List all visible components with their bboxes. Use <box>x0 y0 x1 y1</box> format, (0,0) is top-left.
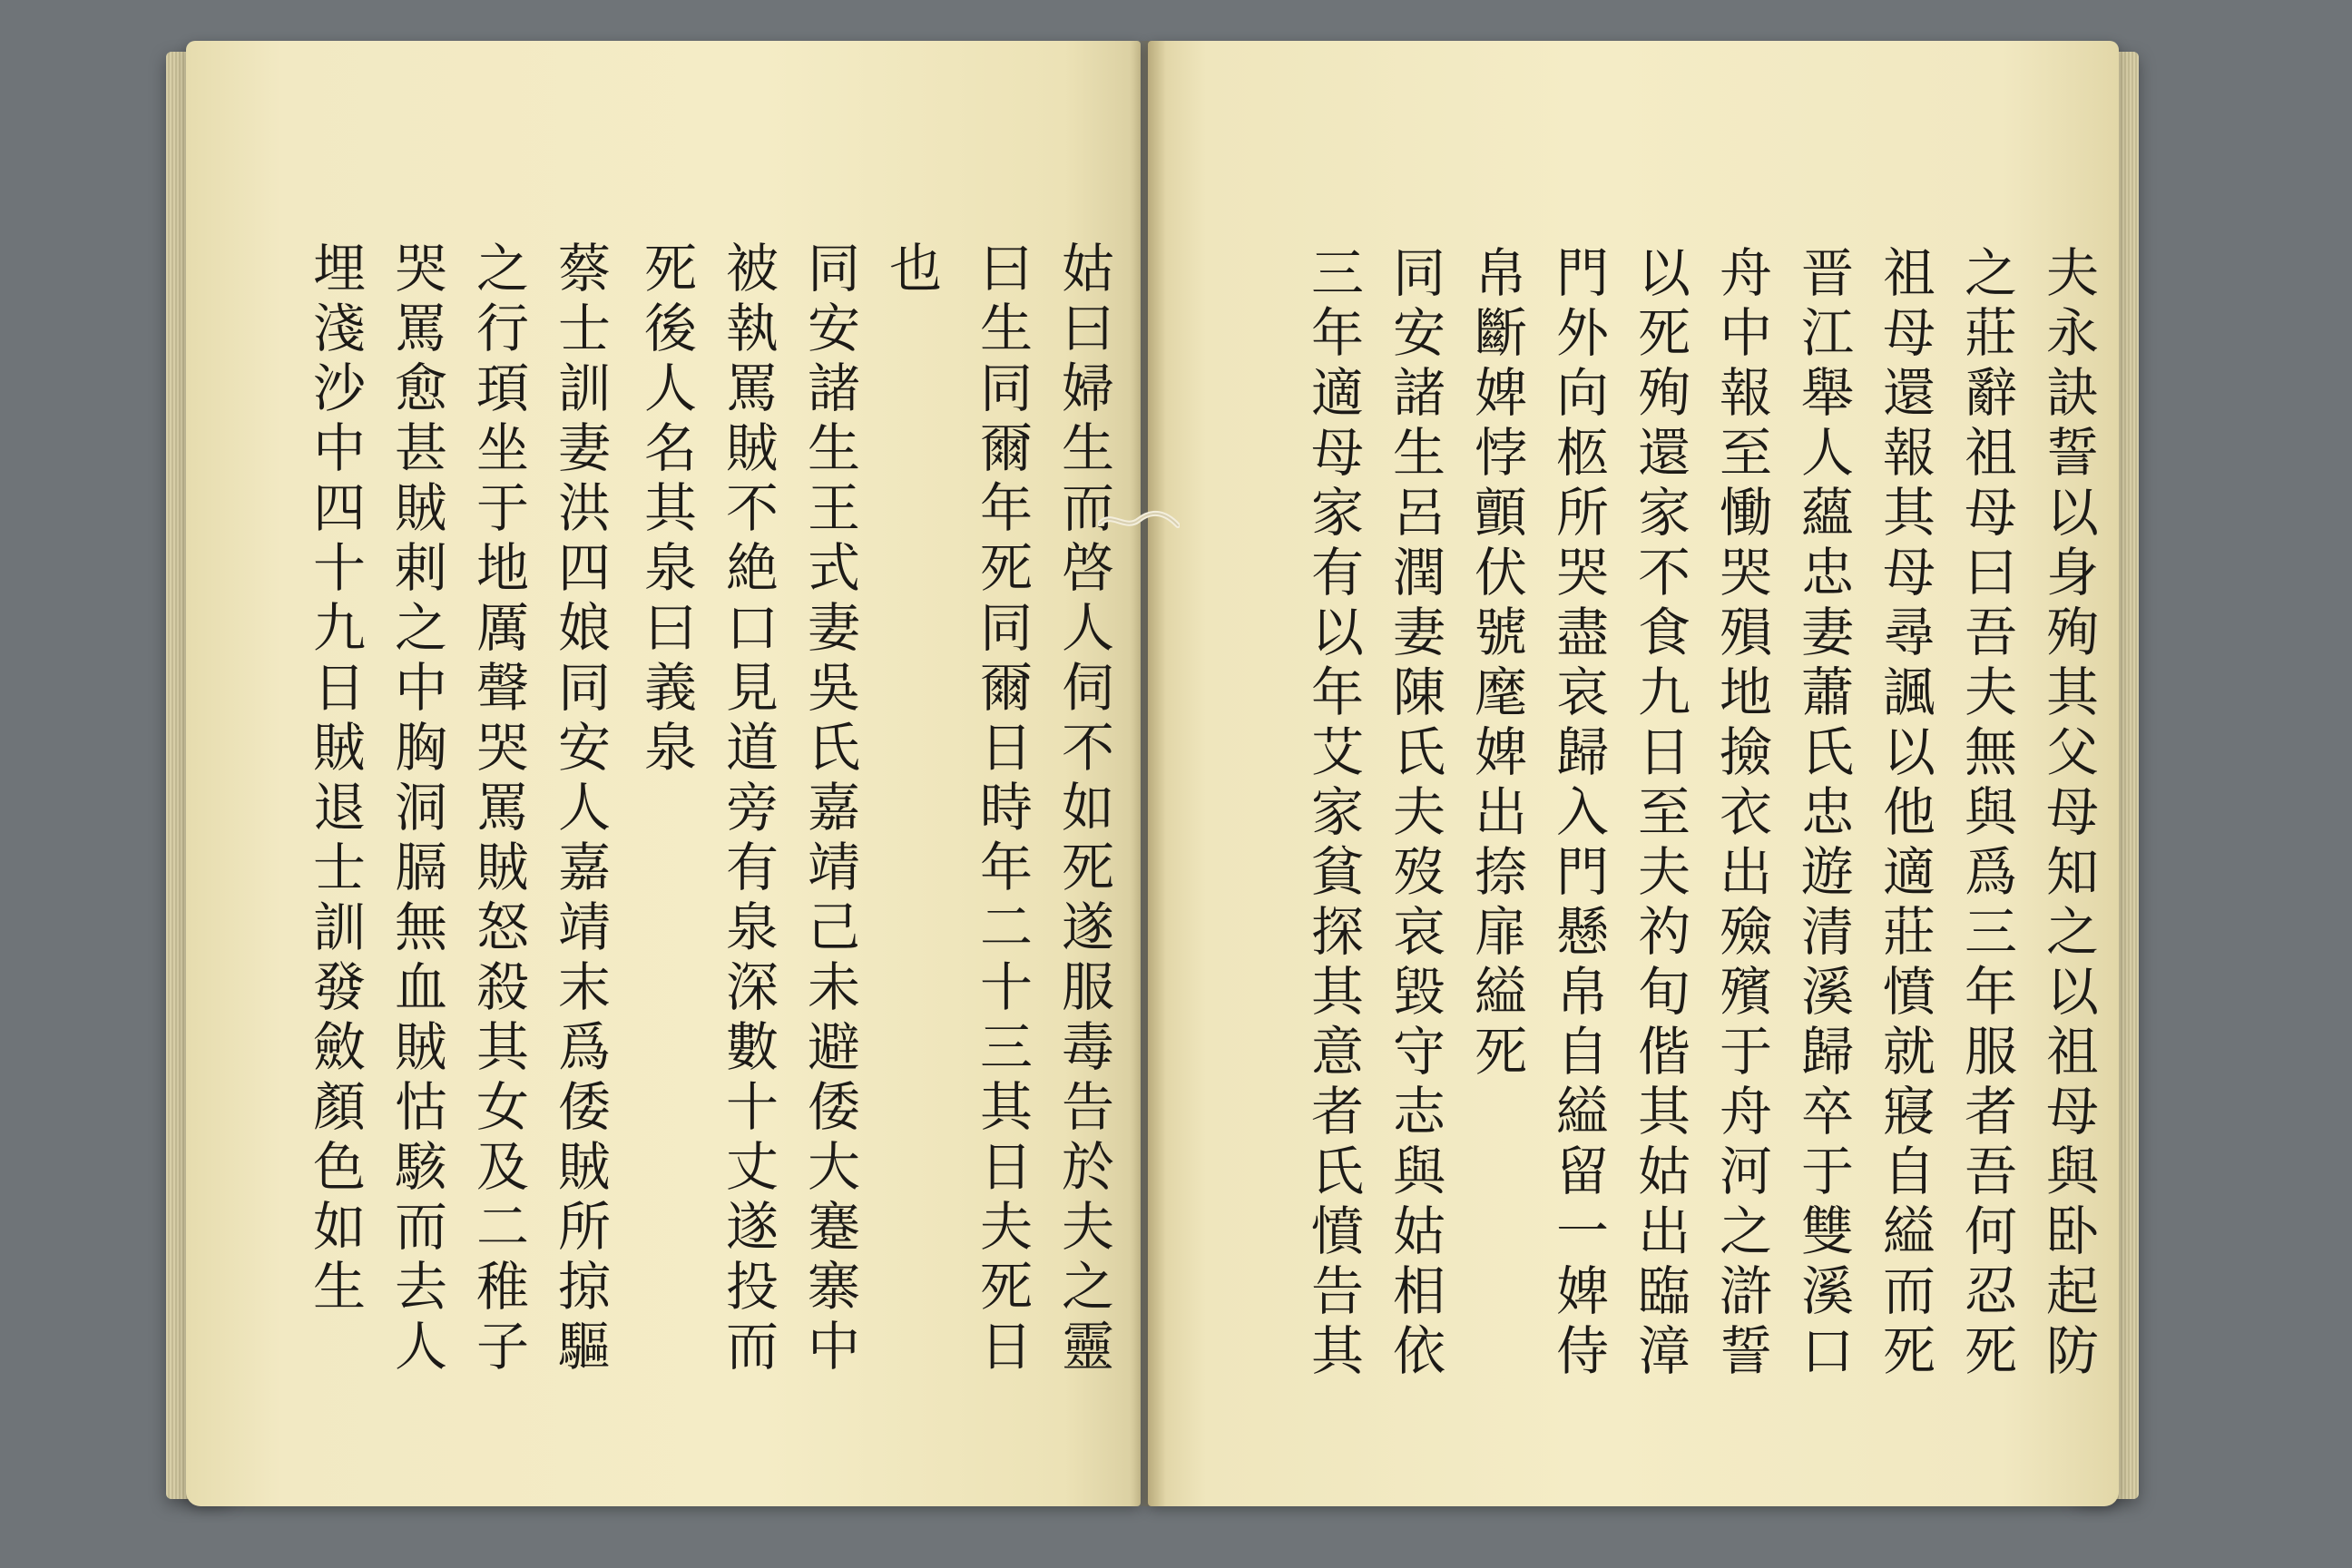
text-column: 三年適母家有以年艾家貧探其意者氏憤告其 <box>1302 245 1364 1383</box>
text-column: 以死殉還家不食九日至夫礿旬偕其姑出臨漳 <box>1629 245 1690 1383</box>
text-column: 晋江舉人蘊忠妻蕭氏忠遊清溪歸卒于雙溪口 <box>1792 245 1854 1383</box>
book-gutter <box>1130 41 1166 1506</box>
open-book <box>177 41 2126 1506</box>
right-page <box>1148 41 2119 1506</box>
text-column: 之莊辭祖母曰吾夫無與爲三年服者吾何忍死 <box>1955 245 2017 1383</box>
text-column: 夫永訣誓以身殉其父母知之以祖母與卧起防 <box>2037 245 2099 1383</box>
text-column: 哭罵愈甚賊剌之中胸洞膈無血賊怙駭而去人 <box>386 240 447 1378</box>
text-column: 姑曰婦生而啓人伺不如死遂服毒告於夫之靈 <box>1053 240 1114 1378</box>
text-column: 埋淺沙中四十九日賊退士訓發斂顏色如生 <box>304 240 366 1318</box>
left-page <box>186 41 1141 1506</box>
text-column: 祖母還報其母尋諷以他適莊憤就寢自縊而死 <box>1874 245 1936 1383</box>
text-column: 死後人名其泉曰義泉 <box>635 240 697 779</box>
binding-thread <box>1098 504 1180 540</box>
text-column: 帛斷婢悖顫伏號麾婢出捺扉縊死 <box>1465 245 1527 1083</box>
text-column: 同安諸生呂潤妻陳氏夫歿哀毀守志與姑相依 <box>1384 245 1446 1383</box>
text-column: 門外向柩所哭盡哀歸入門懸帛自縊留一婢侍 <box>1547 245 1609 1383</box>
text-column: 曰生同爾年死同爾日時年二十三其日夫死日 <box>971 240 1033 1378</box>
text-column: 被執罵賊不絶口見道旁有泉深數十丈遂投而 <box>717 240 779 1378</box>
text-column: 蔡士訓妻洪四娘同安人嘉靖末爲倭賊所掠驅 <box>549 240 611 1378</box>
text-column: 也 <box>880 240 942 300</box>
text-column: 之行頊坐于地厲聲哭罵賊怒殺其女及二稚子 <box>467 240 529 1378</box>
text-column: 同安諸生王式妻吳氏嘉靖己未避倭大蹇寨中 <box>799 240 860 1378</box>
text-column: 舟中報至慟哭殞地撿衣出殮殯于舟河之滸誓 <box>1710 245 1772 1383</box>
